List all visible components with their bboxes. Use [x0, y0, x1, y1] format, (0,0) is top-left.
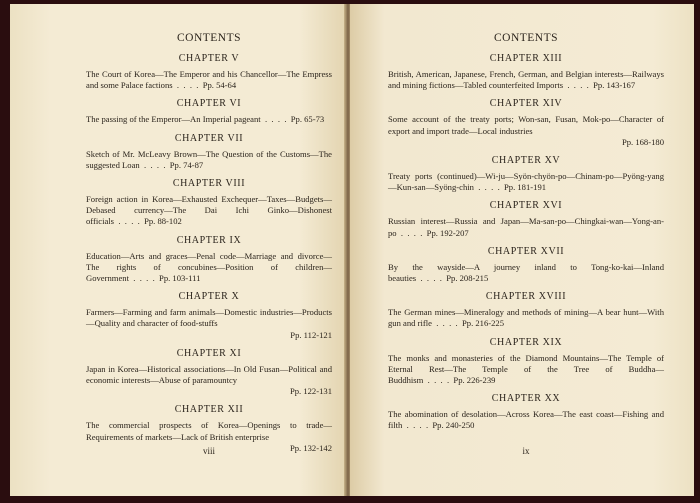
chapter-list: [388, 53, 664, 432]
chapter-title: CHAPTER IX: [176, 234, 242, 246]
chapter-summary-text: The monks and monasteries of the Diamond Mountains—The Temple of Eternal Rest—The Temple of the Tree of Buddha—Buddhism: [388, 352, 664, 386]
chapter-summary-text: British, American, Japanese, French, German, and Belgian interests—Railways and mining fictions—Tabled counterfeited Imports: [388, 69, 664, 91]
page-range: Pp. 122-131: [289, 386, 332, 397]
chapter-summary: [86, 364, 332, 398]
chapter-summary-text: Sketch of Mr. McLeavy Brown—The Question of the Customs—The suggested Loan: [86, 148, 332, 170]
chapter-summary: [86, 307, 332, 341]
chapter-title: CHAPTER XIX: [489, 336, 563, 348]
chapter-summary-text: Treaty ports (continued)—Wi-ju—Syön-chyön-po—Chinam-po—Pyöng-yang—Kun-san—Syöng-chin: [388, 171, 664, 193]
page-range: Pp. 216-225: [462, 318, 505, 329]
chapter-summary: British, American, Japanese, French, German, and Belgian interests—Railways and mining fictions—Tabled counterfeited Imports . . . . Pp. 143-167: [388, 69, 664, 91]
chapter-summary: Sketch of Mr. McLeavy Brown—The Question of the Customs—The suggested Loan . . . . Pp. 74-87: [86, 148, 332, 170]
page-range: Pp. 192-207: [426, 227, 469, 238]
page-range: Pp. 54-64: [202, 80, 237, 91]
chapter-title: CHAPTER XVII: [487, 245, 565, 257]
chapter-summary: The German mines—Mineralogy and methods of mining—A bear hunt—With gun and rifle . . . . Pp. 216-225: [388, 307, 664, 329]
chapter-title: CHAPTER VI: [176, 98, 242, 110]
page-range: Pp. 88-102: [144, 216, 182, 227]
chapter-summary-text: The passing of the Emperor—An Imperial pageant: [86, 114, 261, 125]
chapter-summary: Treaty ports (continued)—Wi-ju—Syön-chyön-po—Chinam-po—Pyöng-yang—Kun-san—Syöng-chin . . . . Pp. 181-191: [388, 171, 664, 193]
chapter-summary-text: Foreign action in Korea—Exhausted Exchequer—Taxes—Budgets—Debased currency—The Dai Ichi Ginko—Dishonest officials: [86, 194, 332, 227]
chapter-summary-text: Japan in Korea—Historical associations—In Old Fusan—Political and economic interests—Abuse of paramountcy: [86, 363, 332, 386]
chapter-title: CHAPTER XIV: [489, 98, 563, 110]
chapter-title: CHAPTER XII: [174, 404, 244, 416]
page-range: Pp. 103-111: [159, 273, 201, 284]
chapter-title: CHAPTER XI: [176, 347, 242, 359]
chapter-summary: The monks and monasteries of the Diamond Mountains—The Temple of Eternal Rest—The Temple of the Tree of Buddha—Buddhism . . . . Pp. 226-239: [388, 352, 664, 386]
chapter-title: CHAPTER V: [178, 53, 240, 64]
chapter-title: CHAPTER X: [178, 291, 240, 303]
chapter-title: CHAPTER XV: [491, 155, 561, 167]
chapter-summary: [388, 114, 664, 148]
chapter-title: CHAPTER XX: [491, 393, 561, 405]
chapter-summary: The passing of the Emperor—An Imperial pageant . . . . Pp. 65-73: [86, 114, 325, 125]
chapter-title: CHAPTER XVI: [489, 200, 563, 212]
chapter-summary-text: The Court of Korea—The Emperor and his Chancellor—The Empress and some Palace factions: [86, 69, 332, 91]
chapter-title: CHAPTER VII: [174, 132, 244, 144]
chapter-summary: Education—Arts and graces—Penal code—Marriage and divorce—The rights of concubines—Position of children—Government . . . . Pp. 103-111: [86, 250, 332, 284]
page-range: Pp. 208-215: [446, 273, 489, 284]
page-range: Pp. 132-142: [289, 442, 332, 453]
chapter-summary: The Court of Korea—The Emperor and his Chancellor—The Empress and some Palace factions . . . . Pp. 54-64: [86, 69, 332, 91]
chapter-title: CHAPTER XVIII: [485, 291, 567, 303]
chapter-summary-text: The abomination of desolation—Across Korea—The east coast—Fishing and filth: [388, 409, 664, 431]
page-range: Pp. 226-239: [453, 375, 496, 386]
chapter-title: CHAPTER XIII: [489, 53, 563, 64]
chapter-summary: The abomination of desolation—Across Korea—The east coast—Fishing and filth . . . . Pp. 240-250: [388, 409, 664, 431]
chapter-summary: By the wayside—A journey inland to Tong-ko-kai—Inland beauties . . . . Pp. 208-215: [388, 261, 664, 284]
page-range: Pp. 74-87: [169, 159, 204, 170]
left-page: [10, 4, 346, 496]
page-range: Pp. 143-167: [593, 80, 636, 91]
page-heading: CONTENTS: [493, 32, 559, 44]
page-range: Pp. 181-191: [504, 182, 547, 193]
chapter-summary-text: By the wayside—A journey inland to Tong-ko-kai—Inland beauties: [388, 261, 664, 284]
chapter-summary-text: Some account of the treaty ports; Won-san, Fusan, Mok-po—Character of export and import trade—Local industries: [388, 114, 664, 136]
right-page: [350, 4, 694, 496]
chapter-summary-text: Russian interest—Russia and Japan—Ma-san-po—Chingkai-wan—Yong-an-po: [388, 216, 664, 238]
chapter-title: CHAPTER VIII: [172, 178, 246, 190]
chapter-summary: Foreign action in Korea—Exhausted Exchequer—Taxes—Budgets—Debased currency—The Dai Ichi Ginko—Dishonest officials . . . . Pp. 88-102: [86, 194, 332, 227]
page-range: Pp. 65-73: [290, 114, 325, 125]
page-range: Pp. 112-121: [290, 329, 332, 340]
page-heading: CONTENTS: [176, 32, 242, 44]
page-range: Pp. 168-180: [621, 136, 664, 147]
chapter-summary-text: The German mines—Mineralogy and methods of mining—A bear hunt—With gun and rifle: [388, 307, 664, 329]
chapter-summary-text: Farmers—Farming and farm animals—Domestic industries—Products—Quality and character of food-stuffs: [86, 307, 332, 329]
page-number: ix: [522, 446, 530, 456]
page-number: viii: [202, 446, 215, 456]
chapter-summary-text: Education—Arts and graces—Penal code—Marriage and divorce—The rights of concubines—Position of children—Government: [86, 250, 332, 284]
book-spread: [10, 4, 694, 496]
chapter-list: [86, 53, 332, 454]
page-range: Pp. 240-250: [432, 420, 475, 431]
chapter-summary-text: The commercial prospects of Korea—Openings to trade—Requirements of markets—Lack of British enterprise: [86, 420, 332, 442]
chapter-summary: Russian interest—Russia and Japan—Ma-san-po—Chingkai-wan—Yong-an-po . . . . Pp. 192-207: [388, 216, 664, 238]
